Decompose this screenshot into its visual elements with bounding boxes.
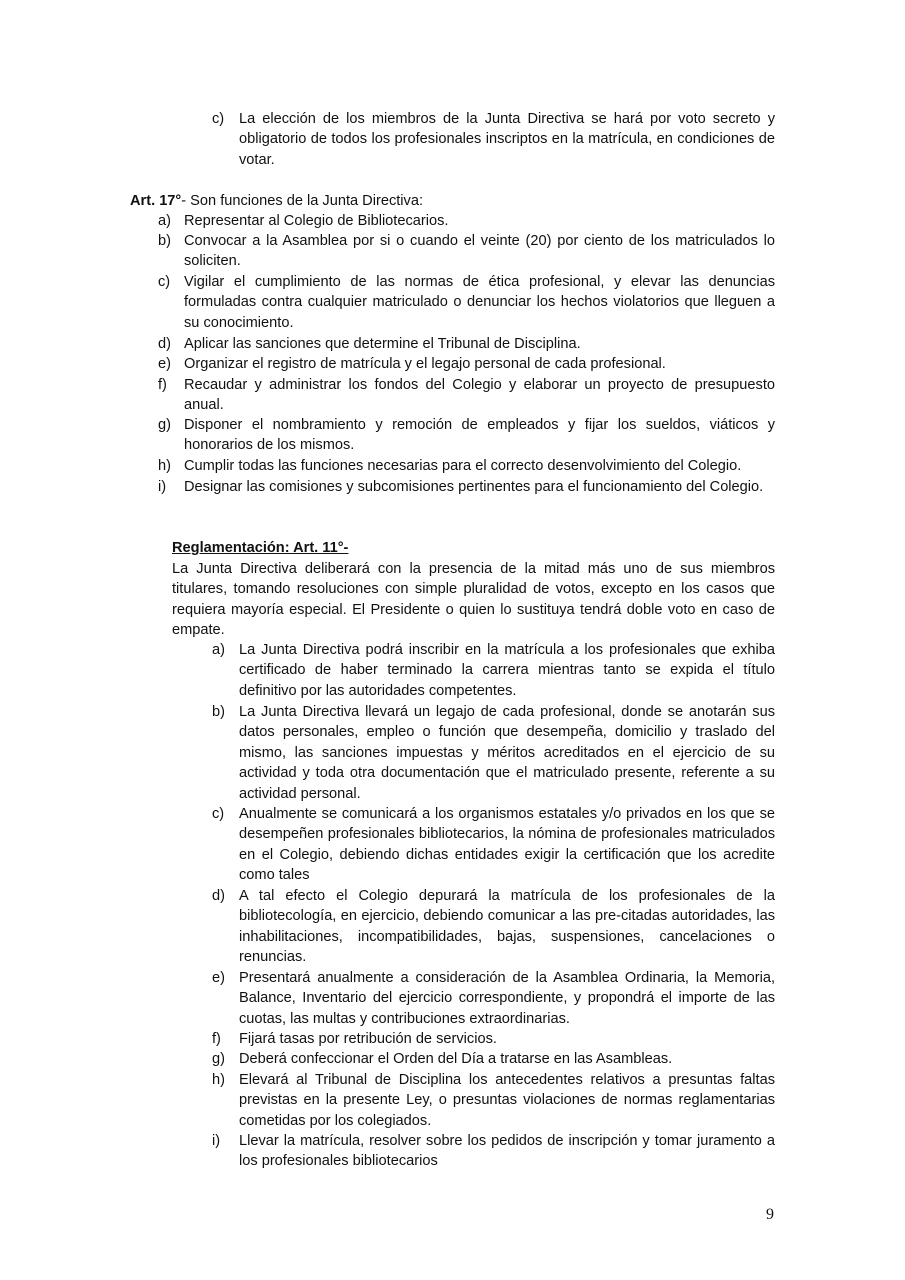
reg-item-label: b)	[212, 704, 225, 720]
reg-item-text: Deberá confeccionar el Orden del Día a tratarse en las Asambleas.	[239, 1051, 673, 1067]
reglamentacion-paragraph: La Junta Directiva deliberará con la presencia de la mitad más uno de sus miembros titulares, tomando resoluciones con simple pluralidad de votos, excepto en los casos que requiera mayoría especial. El Presidente o quien lo sustituya tendrá doble voto en caso de empate.	[172, 561, 775, 639]
art17-item-text: Cumplir todas las funciones necesarias para el correcto desenvolvimiento del Colegio.	[184, 458, 742, 474]
art17-intro: - Son funciones de la Junta Directiva:	[181, 193, 424, 209]
art17-item-text: Organizar el registro de matrícula y el legajo personal de cada profesional.	[184, 356, 666, 372]
reglamentacion-title: Reglamentación: Art. 11°-	[172, 540, 349, 556]
art17-item-label: b)	[158, 233, 171, 249]
reg-item-label: d)	[212, 888, 225, 904]
art17-item-label: f)	[158, 377, 167, 393]
reg-item-text: La Junta Directiva llevará un legajo de cada profesional, donde se anotarán sus datos personales, empleo o función que desempeña, domicilio y traslado del mismo, las sanciones impuestas y méritos acreditados en el ejercicio de su actividad y toda otra documentación que el matriculado presente, referente a su actividad personal.	[239, 704, 775, 802]
top-item-text: La elección de los miembros de la Junta Directiva se hará por voto secreto y obligatorio de todos los profesionales inscriptos en la matrícula, en condiciones de votar.	[239, 111, 775, 168]
reg-item-label: g)	[212, 1051, 225, 1067]
reg-item-text: Presentará anualmente a consideración de la Asamblea Ordinaria, la Memoria, Balance, Inventario del ejercicio correspondiente, y propondrá el importe de las cuotas, las multas y contribuciones extraordinarias.	[239, 970, 775, 1027]
reg-item-text: A tal efecto el Colegio depurará la matrícula de los profesionales de la bibliotecología, en ejercicio, debiendo comunicar a las pre-citadas autoridades, las inhabilitaciones, incompatibilidades, bajas, suspensiones, cancelaciones o renuncias.	[239, 888, 775, 966]
art17-item-text: Aplicar las sanciones que determine el Tribunal de Disciplina.	[184, 336, 581, 352]
reg-item-label: f)	[212, 1031, 221, 1047]
reg-item-text: Fijará tasas por retribución de servicios.	[239, 1031, 497, 1047]
reg-item-text: Elevará al Tribunal de Disciplina los antecedentes relativos a presuntas faltas previstas en la presente Ley, o presuntas violaciones de normas reglamentarias cometidas por los colegiados.	[239, 1072, 775, 1129]
art17-item-text: Recaudar y administrar los fondos del Colegio y elaborar un proyecto de presupuesto anual.	[184, 377, 775, 414]
art17-item-text: Disponer el nombramiento y remoción de empleados y fijar los sueldos, viáticos y honorarios de los mismos.	[184, 417, 775, 454]
reg-item-label: a)	[212, 642, 225, 658]
art17-heading	[130, 191, 830, 211]
art17-title: Art. 17°	[130, 193, 182, 209]
art17-item-text: Designar las comisiones y subcomisiones pertinentes para el funcionamiento del Colegio.	[184, 479, 764, 495]
art17-item-label: e)	[158, 356, 171, 372]
art17-item-label: d)	[158, 336, 171, 352]
reg-item-text: Llevar la matrícula, resolver sobre los pedidos de inscripción y tomar juramento a los profesionales bibliotecarios	[239, 1133, 775, 1170]
art17-item-text: Representar al Colegio de Bibliotecarios.	[184, 213, 449, 229]
reg-item-label: c)	[212, 806, 225, 822]
reg-item-text: La Junta Directiva podrá inscribir en la matrícula a los profesionales que exhiba certificado de haber terminado la carrera mientras tanto se expida el título definitivo por las autoridades competentes.	[239, 642, 775, 699]
page-number: 9	[766, 1206, 774, 1223]
top-item-label: c)	[212, 111, 225, 127]
art17-item-label: g)	[158, 417, 171, 433]
art17-item-text: Convocar a la Asamblea por si o cuando el veinte (20) por ciento de los matriculados lo soliciten.	[184, 233, 775, 270]
art17-item-text: Vigilar el cumplimiento de las normas de ética profesional, y elevar las denuncias formuladas contra cualquier matriculado o denunciar los hechos violatorios que lleguen a su conocimiento.	[184, 274, 775, 331]
art17-item-label: h)	[158, 458, 171, 474]
art17-item-label: a)	[158, 213, 171, 229]
art17-item-label: i)	[158, 479, 167, 495]
reg-item-label: h)	[212, 1072, 225, 1088]
reg-item-label: i)	[212, 1133, 221, 1149]
reg-item-label: e)	[212, 970, 225, 986]
art17-item-label: c)	[158, 274, 171, 290]
reg-item-text: Anualmente se comunicará a los organismos estatales y/o privados en los que se desempeñen profesionales bibliotecarios, la nómina de profesionales matriculados en el Colegio, debiendo dichas entidades exigir la certificación que los acredite como tales	[239, 806, 775, 884]
